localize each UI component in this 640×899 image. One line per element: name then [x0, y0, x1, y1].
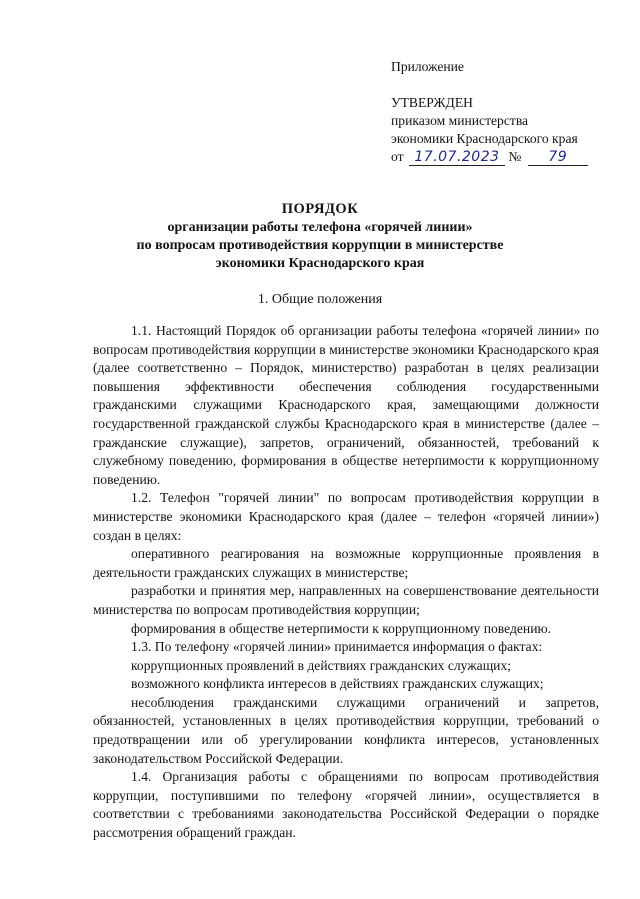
handwritten-date: 17.07.2023 [409, 149, 505, 166]
paragraph-1-2-item-3: формирования в обществе нетерпимости к коррупционному поведению. [131, 620, 552, 636]
title-line-3: экономики Краснодарского края [215, 256, 425, 271]
paragraph-1-3-item-2: возможного конфликта интересов в действиях гражданских служащих; [131, 676, 544, 692]
paragraph-1-3: 1.3. По телефону «горячей линии» принимается информация о фактах: [131, 639, 543, 655]
title-line-2: по вопросам противодействия коррупции в министерстве [136, 238, 504, 253]
handwritten-number: 79 [528, 149, 588, 166]
document-title [40, 200, 600, 273]
paragraph-1-3-item-3: несоблюдения гражданскими служащими ограничений и запретов, обязанностей, установленных в целях противодействия коррупции, требований о предотвращении или об урегулировании конфликта интересов, установленных законодательством Российской Федерации. [93, 694, 599, 766]
title-line-1: организации работы телефона «горячей линии» [167, 220, 473, 235]
paragraph-1-1: 1.1. Настоящий Порядок об организации работы телефона «горячей линии» по вопросам противодействия коррупции в министерстве экономики Краснодарского края (далее соответственно – Порядок, министерство) разработан в целях реализации повышения эффективности обеспечения соблюдения государственными гражданскими служащими Краснодарского края, замещающими должности государственной гражданской службы Краснодарского края в министерстве (далее – гражданские служащие), запретов, ограничений, обязанностей, требований к служебному поведению, формирования в обществе нетерпимости к коррупционному поведению. [93, 323, 599, 487]
paragraph-1-2-item-1: оперативного реагирования на возможные коррупционные проявления в деятельности гражданских служащих в министерстве; [93, 546, 599, 580]
date-prefix: от [391, 149, 404, 164]
title-main: ПОРЯДОК [281, 201, 359, 217]
approval-ministry-line: экономики Краснодарского края [391, 131, 578, 146]
paragraph-1-3-item-1: коррупционных проявлений в действиях гражданских служащих; [131, 657, 512, 673]
section-heading: 1. Общие положения [257, 292, 383, 307]
section-body [93, 322, 599, 843]
paragraph-1-4: 1.4. Организация работы с обращениями по вопросам противодействия коррупции, поступившими по телефону «горячей линии», осуществляется в соответствии с требованиями законодательства Российской Федерации о порядке рассмотрения обращений граждан. [93, 769, 599, 841]
number-sign: № [508, 149, 522, 164]
attachment-label: Приложение [391, 59, 464, 74]
paragraph-1-2: 1.2. Телефон "горячей линии" по вопросам противодействия коррупции в министерстве экономики Краснодарского края (далее – телефон «горячей линии») создан в целях: [93, 490, 599, 543]
paragraph-1-2-item-2: разработки и принятия мер, направленных на совершенствование деятельности министерства по вопросам противодействия коррупции; [93, 583, 599, 617]
approval-order-line: приказом министерства [391, 113, 529, 128]
approval-stamp [391, 58, 621, 166]
approved-label: УТВЕРЖДЕН [391, 95, 473, 110]
approval-date-line [391, 148, 621, 166]
